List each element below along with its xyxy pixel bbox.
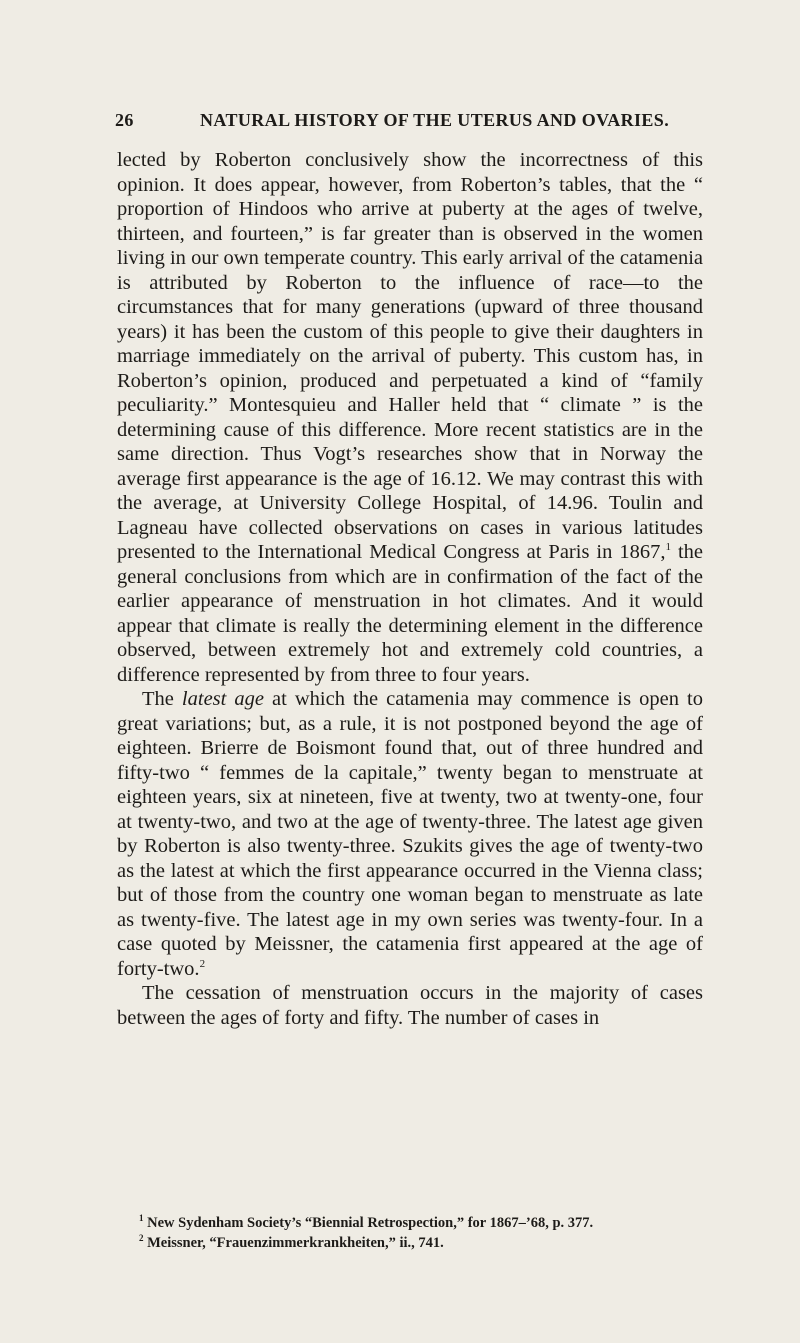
footnote-2 [117, 1233, 703, 1253]
paragraph-3-text: The cessation of menstruation occurs in the majority of cases between the ages of forty and fifty. The number of cases in [117, 982, 703, 1029]
paragraph-2-lead: The [142, 688, 182, 710]
page-number: 26 [115, 110, 134, 130]
paragraph-2-text: at which the catamenia may commence is open to great variations; but, as a rule, it is not postponed beyond the age of eighteen. Brierre de Boismont found that, out of three hundred and fifty-two “ femmes de la capitale,” twenty began to menstruate at eighteen years, six at nineteen, five at twenty, two at twenty-one, four at twenty-two, and two at the age of twenty-three. The latest age given by Roberton is also twenty-three. Szukits gives the age of twenty-two as the latest at which the first appearance occurred in the Vienna class; but of those from the country one woman began to menstruate as late as twenty-five. The latest age in my own series was twenty-four. In a case quoted by Meissner, the catamenia first appeared at the age of forty-two. [117, 688, 703, 980]
paragraph-1-continued: the general conclusions from which are in confirmation of the fact of the earlier appearance of menstruation in hot climates. And it would appear that climate is really the determining element in the difference observed, between extremely hot and extremely cold countries, a difference represented by from three to four years. [117, 541, 703, 686]
footnote-1-mark: 1 [139, 1213, 144, 1224]
body-text [117, 148, 703, 1030]
running-title: NATURAL HISTORY OF THE UTERUS AND OVARIES. [200, 110, 670, 130]
footnote-1-text: New Sydenham Society’s “Biennial Retrospection,” for 1867–’68, p. 377. [143, 1215, 594, 1231]
footnote-ref-2: 2 [199, 957, 206, 970]
footnote-ref-1: 1 [665, 541, 671, 554]
page-header [115, 110, 705, 140]
footnote-2-mark: 2 [139, 1233, 144, 1244]
paragraph-2-italic-term: latest age [181, 688, 264, 710]
footnote-1 [117, 1213, 703, 1233]
paragraph-1-text: lected by Roberton conclusively show the incorrectness of this opinion. It does appear, however, from Roberton’s tables, that the “ proportion of Hindoos who arrive at puberty at the ages of twelve, thirteen, and fourteen,” is far greater than is observed in the women living in our own temperate country. This early arrival of the catamenia is attributed by Roberton to the influence of race—to the circumstances that for many generations (upward of three thousand years) it has been the custom of this people to give their daughters in marriage immediately on the arrival of puberty. This custom has, in Roberton’s opinion, produced and perpetuated a kind of “family peculiarity.” Montesquieu and Haller held that “ climate ” is the determining cause of this difference. More recent statistics are in the same direction. Thus Vogt’s researches show that in Norway the average first appearance is the age of 16.12. We may contrast this with the average, at University College Hospital, of 14.96. Toulin and Lagneau have collected observations on cases in various latitudes presented to the International Medical Congress at Paris in 1867, [117, 149, 703, 563]
footnote-2-text: Meissner, “Frauenzimmerkrankheiten,” ii., 741. [143, 1235, 444, 1251]
paragraph-3 [117, 981, 703, 1030]
footnotes [117, 1213, 703, 1253]
paragraph-1 [117, 148, 703, 687]
paragraph-2 [117, 687, 703, 981]
